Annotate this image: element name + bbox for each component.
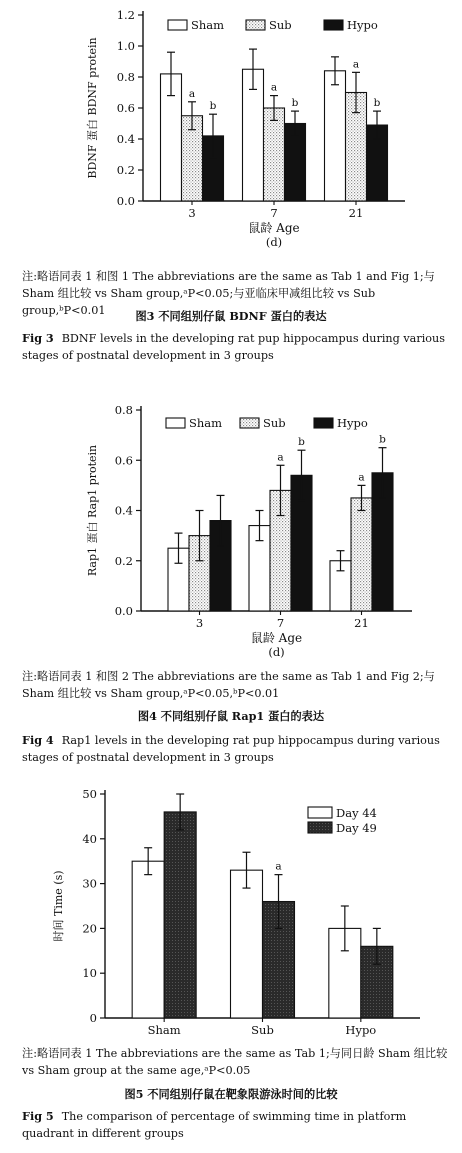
legend-swatch-0 (308, 807, 332, 818)
legend-swatch-1 (308, 822, 332, 833)
x-axis-label: 鼠龄 Age (250, 631, 303, 645)
swim-time-bar-chart (0, 780, 462, 1042)
bdnf-bar-chart (0, 0, 462, 252)
y-tick-label: 0 (89, 1011, 97, 1025)
significance-mark: b (298, 436, 305, 449)
y-tick-label: 30 (82, 876, 97, 891)
legend-swatch-0 (168, 20, 187, 30)
y-axis-label: BDNF 蛋白 BDNF protein (86, 37, 99, 179)
significance-mark: a (277, 451, 284, 464)
fig5-caption-cn: 图5 不同组别仔鼠在靶象限游泳时间的比较 (124, 1087, 338, 1101)
fig3-caption-text: BDNF levels in the developing rat pup hippocampus during various stages of postnatal development in 3 groups (22, 332, 445, 362)
legend-label: Hypo (337, 416, 368, 430)
x-tick-label: 7 (276, 616, 285, 630)
x-axis-unit: (d) (265, 235, 283, 249)
fig5-label: Fig 5 (22, 1109, 54, 1123)
significance-mark: a (270, 81, 278, 94)
bar-day-49-sham (164, 812, 196, 1018)
legend-swatch-1 (246, 20, 265, 30)
bar-sub-7 (264, 108, 285, 201)
legend-swatch-2 (314, 418, 333, 428)
legend-label: Sham (191, 18, 225, 32)
x-tick-label: 3 (195, 616, 204, 630)
y-tick-label: 0.0 (116, 194, 135, 208)
fig4-caption-text: Rap1 levels in the developing rat pup hippocampus during various stages of postnatal development in 3 groups (22, 734, 440, 764)
significance-mark: a (352, 58, 360, 71)
y-tick-label: 1.2 (116, 8, 135, 22)
fig3-caption-en (22, 330, 452, 364)
y-tick-label: 50 (82, 787, 97, 801)
y-tick-label: 0.0 (114, 604, 133, 618)
legend-label: Day 49 (336, 821, 377, 835)
fig4-caption-cn: 图4 不同组别仔鼠 Rap1 蛋白的表达 (137, 709, 325, 723)
legend-label: Day 44 (336, 806, 377, 820)
legend-label: Sham (189, 416, 223, 430)
x-tick-label: 7 (270, 206, 278, 220)
x-axis-unit: (d) (268, 645, 285, 659)
bar-sub-21 (351, 498, 372, 611)
fig5-note: 注:略语同表 1 The abbreviations are the same as Tab 1;与同日龄 Sham 组比较 vs Sham group at the same age,ᵃP<0.05 (22, 1047, 448, 1077)
y-axis-label: Rap1 蛋白 Rap1 protein (86, 444, 99, 577)
significance-mark: b (373, 97, 381, 110)
y-tick-label: 0.6 (116, 101, 135, 115)
significance-mark: b (209, 100, 217, 113)
legend-swatch-2 (324, 20, 343, 30)
significance-mark: a (275, 860, 282, 873)
y-tick-label: 1.0 (116, 39, 135, 53)
legend-swatch-0 (166, 418, 185, 428)
y-tick-label: 0.4 (114, 503, 133, 518)
fig3-note: 注:略语同表 1 和图 1 The abbreviations are the same as Tab 1 and Fig 1;与 Sham 组比较 vs Sham group,ᵃP<0.05;与亚临床甲减组比较 vs Sub group,ᵇP<0.01 (22, 270, 435, 317)
bar-day-44-sub (231, 870, 263, 1018)
rap1-bar-chart (0, 398, 462, 660)
y-tick-label: 0.6 (114, 453, 133, 468)
y-axis-label: 时间 Time (s) (52, 870, 65, 942)
fig5-caption-text: The comparison of percentage of swimming time in platform quadrant in different groups (22, 1110, 407, 1140)
y-tick-label: 0.2 (114, 553, 133, 568)
fig3-label: Fig 3 (22, 331, 54, 345)
y-tick-label: 0.2 (116, 163, 135, 177)
x-tick-label: Sub (251, 1023, 274, 1037)
y-tick-label: 20 (82, 921, 97, 936)
significance-mark: b (291, 97, 299, 110)
legend-label: Sub (263, 416, 286, 430)
significance-mark: b (379, 433, 386, 446)
fig4-caption-en (22, 732, 452, 766)
y-tick-label: 40 (82, 831, 97, 846)
x-tick-label: 3 (188, 206, 196, 220)
y-tick-label: 10 (82, 966, 97, 981)
bar-day-44-sham (132, 861, 164, 1018)
significance-mark: a (358, 471, 365, 484)
fig4-note: 注:略语同表 1 和图 2 The abbreviations are the same as Tab 1 and Fig 2;与 Sham 组比较 vs Sham group,ᵃP<0.05,ᵇP<0.01 (22, 670, 435, 700)
fig3-caption-cn: 图3 不同组别仔鼠 BDNF 蛋白的表达 (135, 309, 327, 323)
fig4-label: Fig 4 (22, 733, 54, 747)
significance-mark: a (188, 87, 196, 100)
legend-label: Hypo (347, 18, 378, 32)
x-tick-label: 21 (354, 616, 369, 630)
y-tick-label: 0.8 (114, 403, 133, 417)
y-tick-label: 0.8 (116, 70, 135, 84)
bar-sham-21 (325, 71, 346, 201)
x-axis-label: 鼠龄 Age (248, 221, 300, 235)
y-tick-label: 0.4 (116, 132, 135, 146)
x-tick-label: 21 (348, 206, 364, 220)
x-tick-label: Hypo (345, 1023, 377, 1037)
legend-swatch-1 (240, 418, 259, 428)
fig5-caption-en (22, 1108, 452, 1142)
legend-label: Sub (269, 18, 292, 32)
x-tick-label: Sham (147, 1023, 181, 1037)
